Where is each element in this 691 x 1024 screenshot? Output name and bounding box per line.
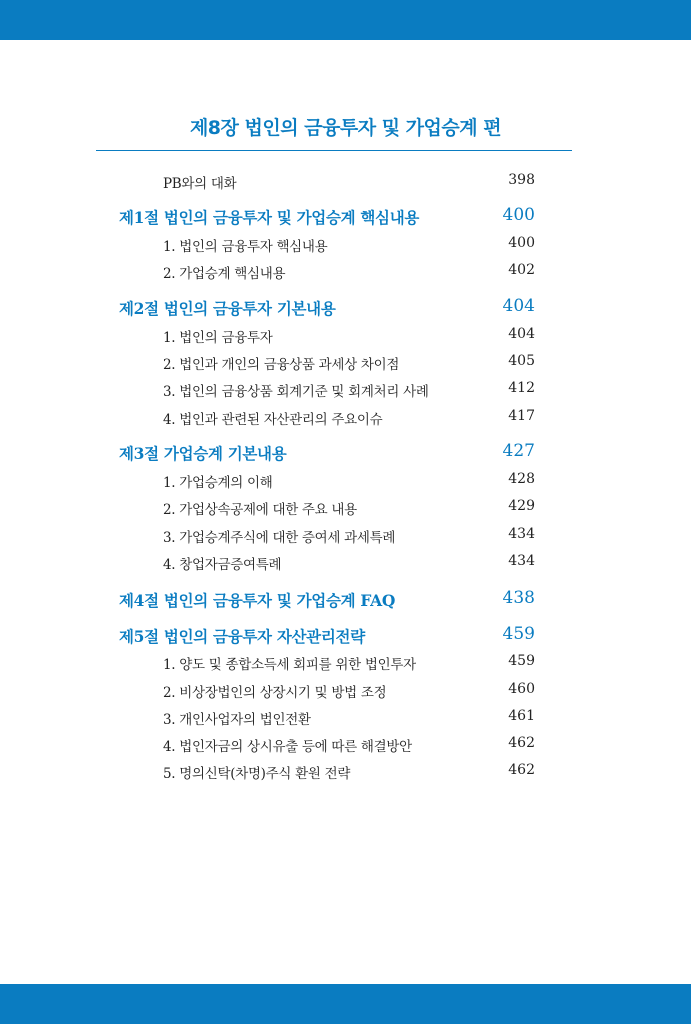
toc-entry-label: 3. 개인사업자의 법인전환	[163, 712, 311, 728]
toc-entry-page: 398	[508, 172, 535, 188]
toc-entry[interactable]	[0, 324, 691, 344]
toc-entry[interactable]	[0, 378, 691, 398]
toc-section-page: 400	[502, 205, 535, 225]
toc-entry-label: 3. 법인의 금융상품 회계기준 및 회계처리 사례	[163, 384, 429, 400]
toc-entry-page: 402	[508, 262, 535, 278]
toc-entry[interactable]	[0, 469, 691, 489]
toc-entry[interactable]	[0, 651, 691, 671]
toc-entry[interactable]	[0, 524, 691, 544]
toc-entry-label: 2. 법인과 개인의 금융상품 과세상 차이점	[163, 357, 400, 373]
toc-entry[interactable]	[0, 679, 691, 699]
toc-entry-label: 4. 법인과 관련된 자산관리의 주요이슈	[163, 412, 383, 428]
toc-entry[interactable]	[0, 551, 691, 571]
toc-entry-page: 429	[508, 498, 535, 514]
toc-entry-label: 1. 양도 및 종합소득세 회피를 위한 법인투자	[163, 657, 416, 673]
toc-section-label: 제2절 법인의 금융투자 기본내용	[119, 299, 336, 318]
toc-section-label: 제5절 법인의 금융투자 자산관리전략	[119, 627, 365, 646]
toc-section-5[interactable]	[0, 625, 691, 645]
toc-section-label: 제1절 법인의 금융투자 및 가업승계 핵심내용	[119, 208, 420, 227]
toc-entry[interactable]	[0, 260, 691, 280]
toc-entry-label: 5. 명의신탁(차명)주식 환원 전략	[163, 766, 351, 782]
toc-entry-page: 400	[508, 235, 535, 251]
toc-entry-page: 428	[508, 471, 535, 487]
toc-section-3[interactable]	[0, 442, 691, 462]
bottom-color-band	[0, 984, 691, 1024]
toc-section-label: 제3절 가업승계 기본내용	[119, 444, 287, 463]
toc-entry[interactable]	[0, 760, 691, 780]
toc-entry-label: 3. 가업승계주식에 대한 증여세 과세특례	[163, 530, 396, 546]
toc-entry[interactable]	[0, 733, 691, 753]
toc-entry-page: 434	[508, 526, 535, 542]
toc-entry-label: 2. 가업상속공제에 대한 주요 내용	[163, 502, 357, 518]
toc-entry[interactable]	[0, 706, 691, 726]
toc-section-2[interactable]	[0, 297, 691, 317]
toc-entry-page: 460	[508, 681, 535, 697]
toc-entry-page: 462	[508, 762, 535, 778]
toc-entry-label: 2. 가업승계 핵심내용	[163, 266, 286, 282]
toc-entry-page: 459	[508, 653, 535, 669]
toc-entry-label: 4. 법인자금의 상시유출 등에 따른 해결방안	[163, 739, 412, 755]
toc-entry-label: 2. 비상장법인의 상장시기 및 방법 조정	[163, 685, 387, 701]
toc-section-page: 427	[502, 441, 535, 461]
toc-section-4[interactable]	[0, 589, 691, 609]
toc-entry-page: 405	[508, 353, 535, 369]
toc-entry-label: 4. 창업자금증여특례	[163, 557, 282, 573]
toc-entry[interactable]	[0, 351, 691, 371]
toc-entry-page: 434	[508, 553, 535, 569]
toc-entry-page: 462	[508, 735, 535, 751]
toc-entry[interactable]	[0, 406, 691, 426]
toc-section-1[interactable]	[0, 206, 691, 226]
toc-entry-intro[interactable]	[0, 170, 691, 190]
toc-entry-label: 1. 가업승계의 이해	[163, 475, 273, 491]
toc-entry-page: 404	[508, 326, 535, 342]
chapter-title: 제8장 법인의 금융투자 및 가업승계 편	[189, 117, 502, 139]
toc-entry-label: 1. 법인의 금융투자	[163, 330, 273, 346]
toc-entry-page: 461	[508, 708, 535, 724]
toc-entry-label: 1. 법인의 금융투자 핵심내용	[163, 239, 328, 255]
toc-entry[interactable]	[0, 233, 691, 253]
toc-entry-page: 412	[508, 380, 535, 396]
toc-section-page: 404	[502, 296, 535, 316]
toc-entry[interactable]	[0, 496, 691, 516]
toc-section-page: 438	[502, 588, 535, 608]
toc-entry-label: PB와의 대화	[163, 176, 237, 192]
toc-entry-page: 417	[508, 408, 535, 424]
toc-section-label: 제4절 법인의 금융투자 및 가업승계 FAQ	[119, 591, 396, 610]
toc-section-page: 459	[502, 624, 535, 644]
